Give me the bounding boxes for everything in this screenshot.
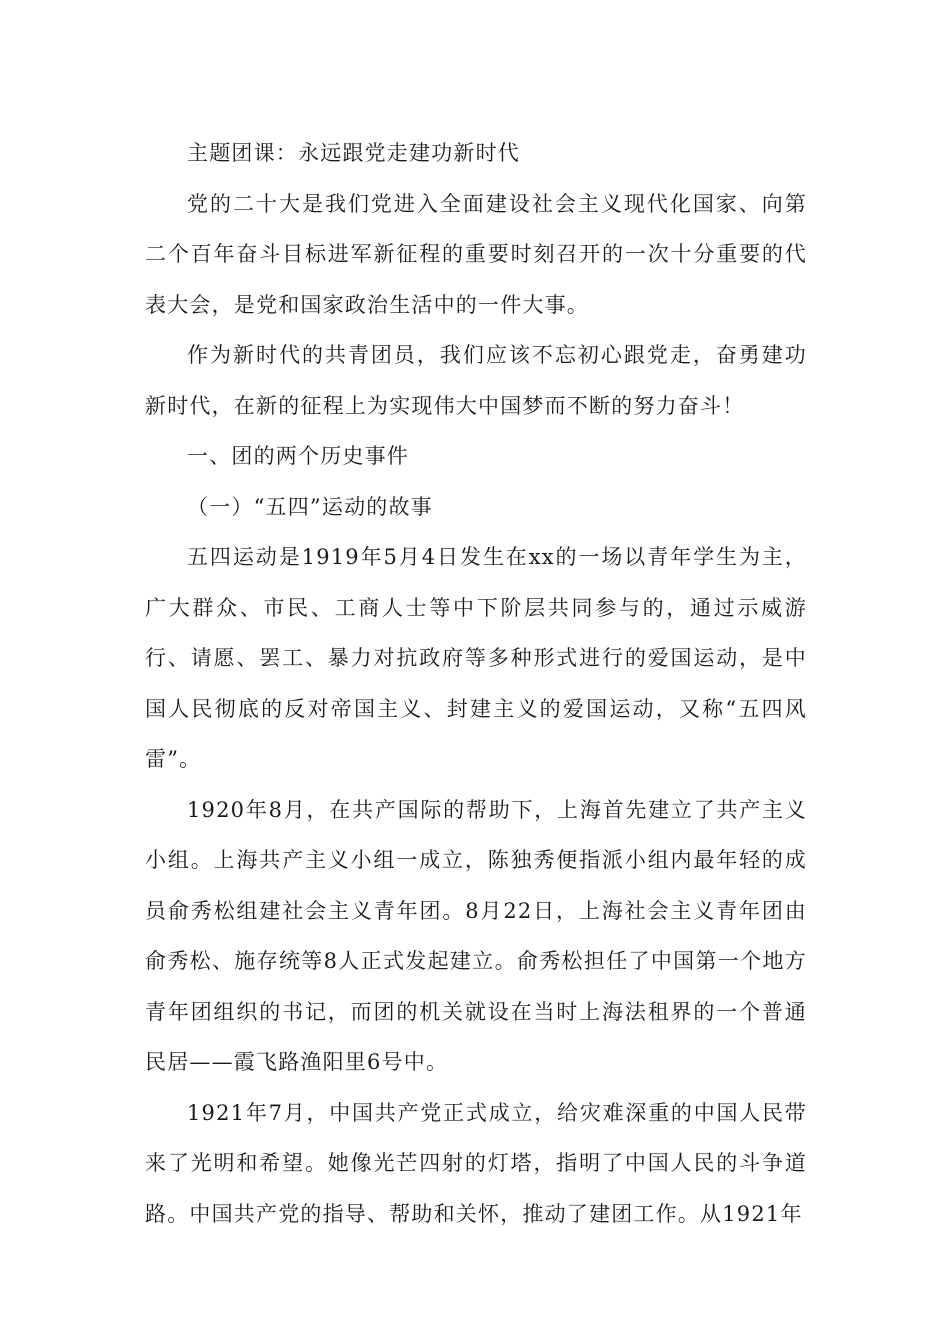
document-page [145,128,807,1239]
paragraph-may-fourth: 五四运动是1919年5月4日发生在xx的一场以青年学生为主，广大群众、市民、工商人士等中下阶层共同参与的，通过示威游行、请愿、罢工、暴力对抗政府等多种形式进行的爱国运动，是中国人民彻底的反对帝国主义、封建主义的爱国运动，又称“五四风雷”。 [145,545,807,771]
paragraph-mission: 作为新时代的共青团员，我们应该不忘初心跟党走，奋勇建功新时代，在新的征程上为实现伟大中国梦而不断的努力奋斗！ [145,343,807,418]
section-heading: 一、团的两个历史事件 [187,444,409,468]
paragraph-1920: 1920年8月，在共产国际的帮助下，上海首先建立了共产主义小组。上海共产主义小组一成立，陈独秀便指派小组内最年轻的成员俞秀松组建社会主义青年团。8月22日，上海社会主义青年团由俞秀松、施存统等8人正式发起建立。俞秀松担任了中国第一个地方青年团组织的书记，而团的机关就设在当时上海法租界的一个普通民居——霞飞路渔阳里6号中。 [145,797,807,1074]
subsection-heading: （一）“五四”运动的故事 [187,494,433,519]
document-title: 主题团课：永远跟党走建功新时代 [187,141,520,165]
paragraph-intro: 党的二十大是我们党进入全面建设社会主义现代化国家、向第二个百年奋斗目标进军新征程的重要时刻召开的一次十分重要的代表大会，是党和国家政治生活中的一件大事。 [145,191,807,317]
paragraph-1921: 1921年7月，中国共产党正式成立，给灾难深重的中国人民带来了光明和希望。她像光芒四射的灯塔，指明了中国人民的斗争道路。中国共产党的指导、帮助和关怀，推动了建团工作。从1921年 [145,1100,807,1226]
